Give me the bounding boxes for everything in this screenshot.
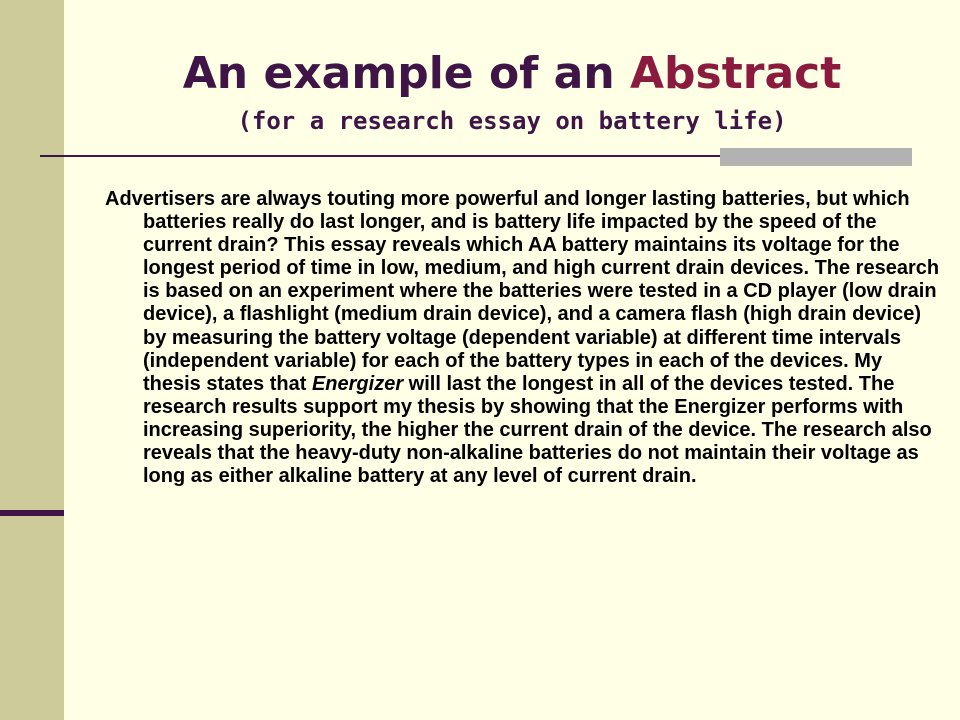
left-accent-line <box>0 510 64 516</box>
abstract-text-part2: will last the longest in all of the devices tested. The research results support my thesis by showing that the Energizer performs with increasing superiority, the higher the current drain of the device. The research also reveals that the heavy-duty non-alkaline batteries do not maintain their voltage as long as either alkaline battery at any level of current drain. <box>143 372 932 488</box>
title-prefix: An example of an <box>182 48 630 99</box>
divider-accent-block <box>720 148 912 166</box>
abstract-text-part1: Advertisers are always touting more powerful and longer lasting batteries, but which batteries really do last longer, and is battery life impacted by the speed of the current drain? This essay reveals which AA battery maintains its voltage for the longest period of time in low, medium, and high current drain devices. The research is based on an experiment where the batteries were tested in a CD player (low drain device), a flashlight (medium drain device), and a camera flash (high drain device) by measuring the battery voltage (dependent variable) at different time intervals (independent variable) for each of the battery types in each of the devices. My thesis states that <box>105 188 940 395</box>
left-decorative-bar <box>0 0 64 720</box>
abstract-paragraph <box>105 188 943 488</box>
slide-subtitle: (for a research essay on battery life) <box>237 107 787 135</box>
abstract-emphasis: Energizer <box>311 372 404 395</box>
slide-title <box>64 46 960 102</box>
title-highlight: Abstract <box>629 48 842 99</box>
